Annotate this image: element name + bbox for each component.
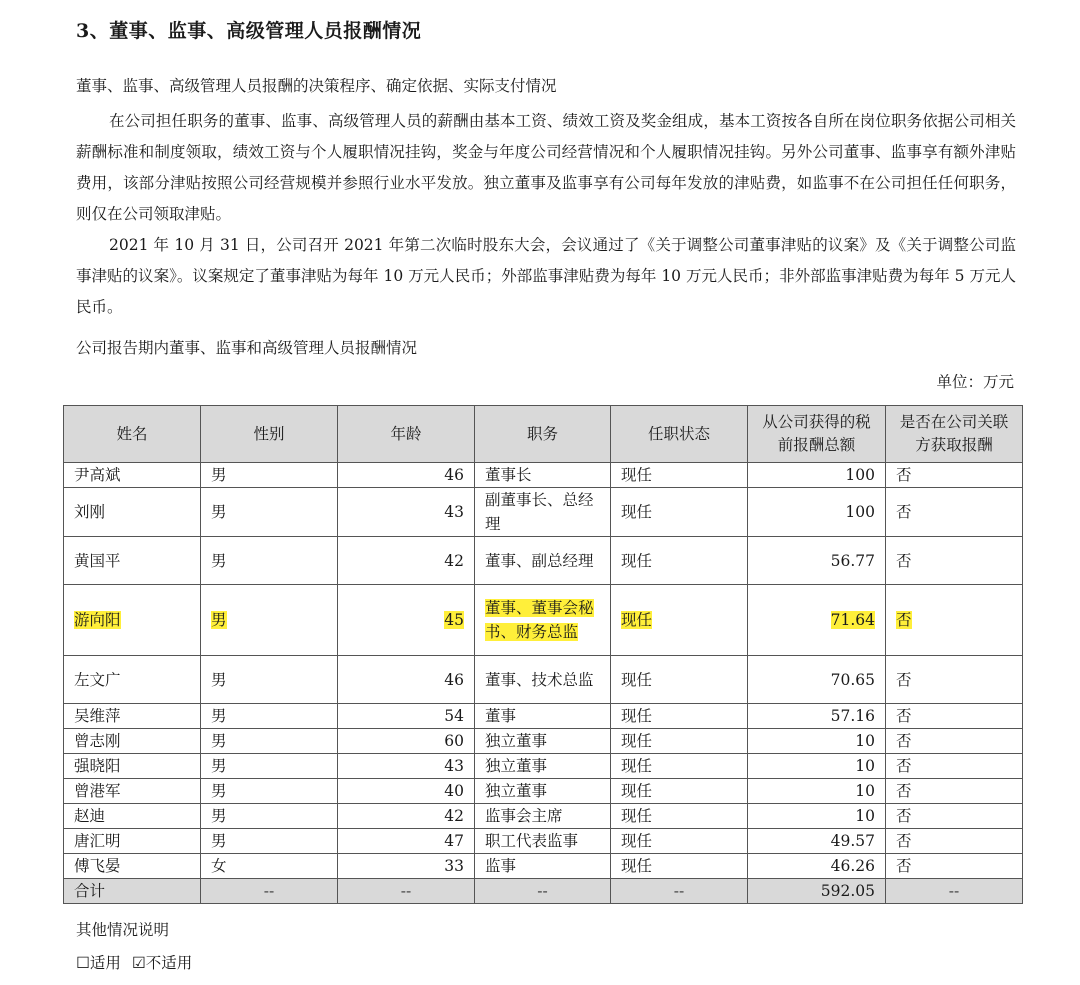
- total-label: 合计: [64, 879, 201, 904]
- cell-status: 现任: [611, 754, 748, 779]
- paragraph-compensation-policy: 在公司担任职务的董事、监事、高级管理人员的薪酬由基本工资、绩效工资及奖金组成，基本工资按各自所在岗位职务依据公司相关薪酬标准和制度领取，绩效工资与个人履职情况挂钩，奖金与年度公司经营情况和个人履职情况挂钩。另外公司董事、监事享有额外津贴费用，该部分津贴按照公司经营规模并参照行业水平发放。独立董事及监事享有公司每年发放的津贴费，如监事不在公司担任任何职务，则仅在公司领取津贴。: [76, 112, 1016, 223]
- total-dash: --: [475, 879, 611, 904]
- cell-gender: 男: [201, 754, 338, 779]
- cell-gender: 男: [201, 804, 338, 829]
- table-row: [64, 463, 1023, 488]
- table-row-highlighted: [64, 585, 1023, 656]
- cell-status: 现任: [611, 729, 748, 754]
- total-dash: --: [201, 879, 338, 904]
- table-row: [64, 729, 1023, 754]
- cell-title: 独立董事: [475, 779, 611, 804]
- highlight-related: 否: [896, 611, 912, 629]
- checked-box-icon[interactable]: ☑: [131, 954, 146, 972]
- cell-status: 现任: [611, 488, 748, 537]
- cell-related: 否: [886, 829, 1023, 854]
- cell-age: 60: [338, 729, 475, 754]
- table-row: [64, 537, 1023, 585]
- cell-pay: 70.65: [748, 656, 886, 704]
- cell-gender: 男: [201, 829, 338, 854]
- cell-related: 否: [886, 754, 1023, 779]
- cell-gender: 男: [201, 729, 338, 754]
- paragraph-allowance-resolution: 2021 年 10 月 31 日，公司召开 2021 年第二次临时股东大会，会议通过了《关于调整公司董事津贴的议案》及《关于调整公司监事津贴的议案》。议案规定了董事津贴为每年 10 万元人民币；外部监事津贴费为每年 10 万元人民币；非外部监事津贴费为每年 5 万元人民币。: [76, 236, 1016, 316]
- header-pay: 从公司获得的税前报酬总额: [748, 406, 886, 463]
- cell-title: 董事、副总经理: [475, 537, 611, 585]
- compensation-table: [63, 405, 1023, 904]
- header-gender: 性别: [201, 406, 338, 463]
- cell-title: 董事: [475, 704, 611, 729]
- cell-pay: 100: [748, 488, 886, 537]
- highlight-age: 45: [444, 611, 464, 629]
- cell-pay: 57.16: [748, 704, 886, 729]
- section-title: 3、董事、监事、高级管理人员报酬情况: [76, 20, 422, 42]
- applicability-options: [76, 951, 192, 973]
- cell-related: 否: [886, 779, 1023, 804]
- cell-age: 40: [338, 779, 475, 804]
- unit-label: 单位：万元: [936, 373, 1014, 391]
- cell-related: 否: [886, 537, 1023, 585]
- unchecked-box-icon[interactable]: ☐: [76, 954, 90, 972]
- cell-related: 否: [886, 656, 1023, 704]
- table-row: [64, 488, 1023, 537]
- cell-gender: 女: [201, 854, 338, 879]
- highlight-title: 董事、董事会秘书、财务总监: [485, 599, 594, 641]
- cell-pay: 49.57: [748, 829, 886, 854]
- total-row: [64, 879, 1023, 904]
- header-age: 年龄: [338, 406, 475, 463]
- cell-gender: 男: [201, 463, 338, 488]
- cell-related: 否: [886, 704, 1023, 729]
- cell-title: 职工代表监事: [475, 829, 611, 854]
- cell-gender: 男: [201, 779, 338, 804]
- cell-gender: 男: [201, 656, 338, 704]
- cell-name: 尹高斌: [64, 463, 201, 488]
- cell-name: 吴维萍: [64, 704, 201, 729]
- cell-name: [64, 585, 201, 656]
- table-heading: 公司报告期内董事、监事和高级管理人员报酬情况: [76, 339, 418, 357]
- header-status: 任职状态: [611, 406, 748, 463]
- option-not-applicable: 不适用: [145, 954, 193, 972]
- cell-related: [886, 585, 1023, 656]
- header-related: 是否在公司关联方获取报酬: [886, 406, 1023, 463]
- table-row: [64, 779, 1023, 804]
- cell-pay: 100: [748, 463, 886, 488]
- cell-name: 刘刚: [64, 488, 201, 537]
- cell-gender: [201, 585, 338, 656]
- cell-status: 现任: [611, 656, 748, 704]
- cell-pay: [748, 585, 886, 656]
- cell-pay: 56.77: [748, 537, 886, 585]
- cell-status: 现任: [611, 704, 748, 729]
- cell-age: 46: [338, 656, 475, 704]
- cell-name: 唐汇明: [64, 829, 201, 854]
- cell-name: 赵迪: [64, 804, 201, 829]
- cell-age: 42: [338, 537, 475, 585]
- highlight-status: 现任: [621, 611, 653, 629]
- table-row: [64, 804, 1023, 829]
- cell-age: 54: [338, 704, 475, 729]
- cell-age: [338, 585, 475, 656]
- cell-age: 43: [338, 754, 475, 779]
- table-row: [64, 656, 1023, 704]
- header-title: 职务: [475, 406, 611, 463]
- table-row: [64, 704, 1023, 729]
- other-info-heading: 其他情况说明: [76, 921, 170, 939]
- cell-status: 现任: [611, 779, 748, 804]
- cell-title: [475, 585, 611, 656]
- cell-name: 傅飞晏: [64, 854, 201, 879]
- highlight-pay: 71.64: [830, 611, 875, 629]
- cell-pay: 46.26: [748, 854, 886, 879]
- cell-name: 强晓阳: [64, 754, 201, 779]
- cell-status: 现任: [611, 537, 748, 585]
- cell-gender: 男: [201, 488, 338, 537]
- highlight-gender: 男: [211, 611, 227, 629]
- cell-name: 左文广: [64, 656, 201, 704]
- total-dash: --: [338, 879, 475, 904]
- highlight-name: 游向阳: [74, 611, 121, 629]
- cell-name: 曾志刚: [64, 729, 201, 754]
- cell-related: 否: [886, 463, 1023, 488]
- cell-pay: 10: [748, 804, 886, 829]
- cell-title: 副董事长、总经理: [475, 488, 611, 537]
- cell-title: 独立董事: [475, 729, 611, 754]
- cell-title: 董事长: [475, 463, 611, 488]
- cell-title: 董事、技术总监: [475, 656, 611, 704]
- cell-title: 独立董事: [475, 754, 611, 779]
- cell-age: 42: [338, 804, 475, 829]
- cell-related: 否: [886, 804, 1023, 829]
- cell-related: 否: [886, 729, 1023, 754]
- table-row: [64, 754, 1023, 779]
- cell-age: 33: [338, 854, 475, 879]
- cell-age: 43: [338, 488, 475, 537]
- total-dash: --: [611, 879, 748, 904]
- header-name: 姓名: [64, 406, 201, 463]
- cell-status: 现任: [611, 804, 748, 829]
- cell-pay: 10: [748, 729, 886, 754]
- table-header-row: [64, 406, 1023, 463]
- cell-status: 现任: [611, 829, 748, 854]
- cell-gender: 男: [201, 704, 338, 729]
- cell-status: [611, 585, 748, 656]
- cell-title: 监事会主席: [475, 804, 611, 829]
- cell-name: 黄国平: [64, 537, 201, 585]
- cell-pay: 10: [748, 754, 886, 779]
- cell-age: 46: [338, 463, 475, 488]
- total-dash: --: [886, 879, 1023, 904]
- cell-pay: 10: [748, 779, 886, 804]
- table-row: [64, 854, 1023, 879]
- cell-name: 曾港军: [64, 779, 201, 804]
- table-row: [64, 829, 1023, 854]
- cell-age: 47: [338, 829, 475, 854]
- cell-title: 监事: [475, 854, 611, 879]
- decision-heading: 董事、监事、高级管理人员报酬的决策程序、确定依据、实际支付情况: [76, 77, 557, 95]
- cell-gender: 男: [201, 537, 338, 585]
- option-applicable: 适用: [89, 954, 121, 972]
- cell-related: 否: [886, 488, 1023, 537]
- cell-related: 否: [886, 854, 1023, 879]
- total-pay: 592.05: [748, 879, 886, 904]
- cell-status: 现任: [611, 854, 748, 879]
- cell-status: 现任: [611, 463, 748, 488]
